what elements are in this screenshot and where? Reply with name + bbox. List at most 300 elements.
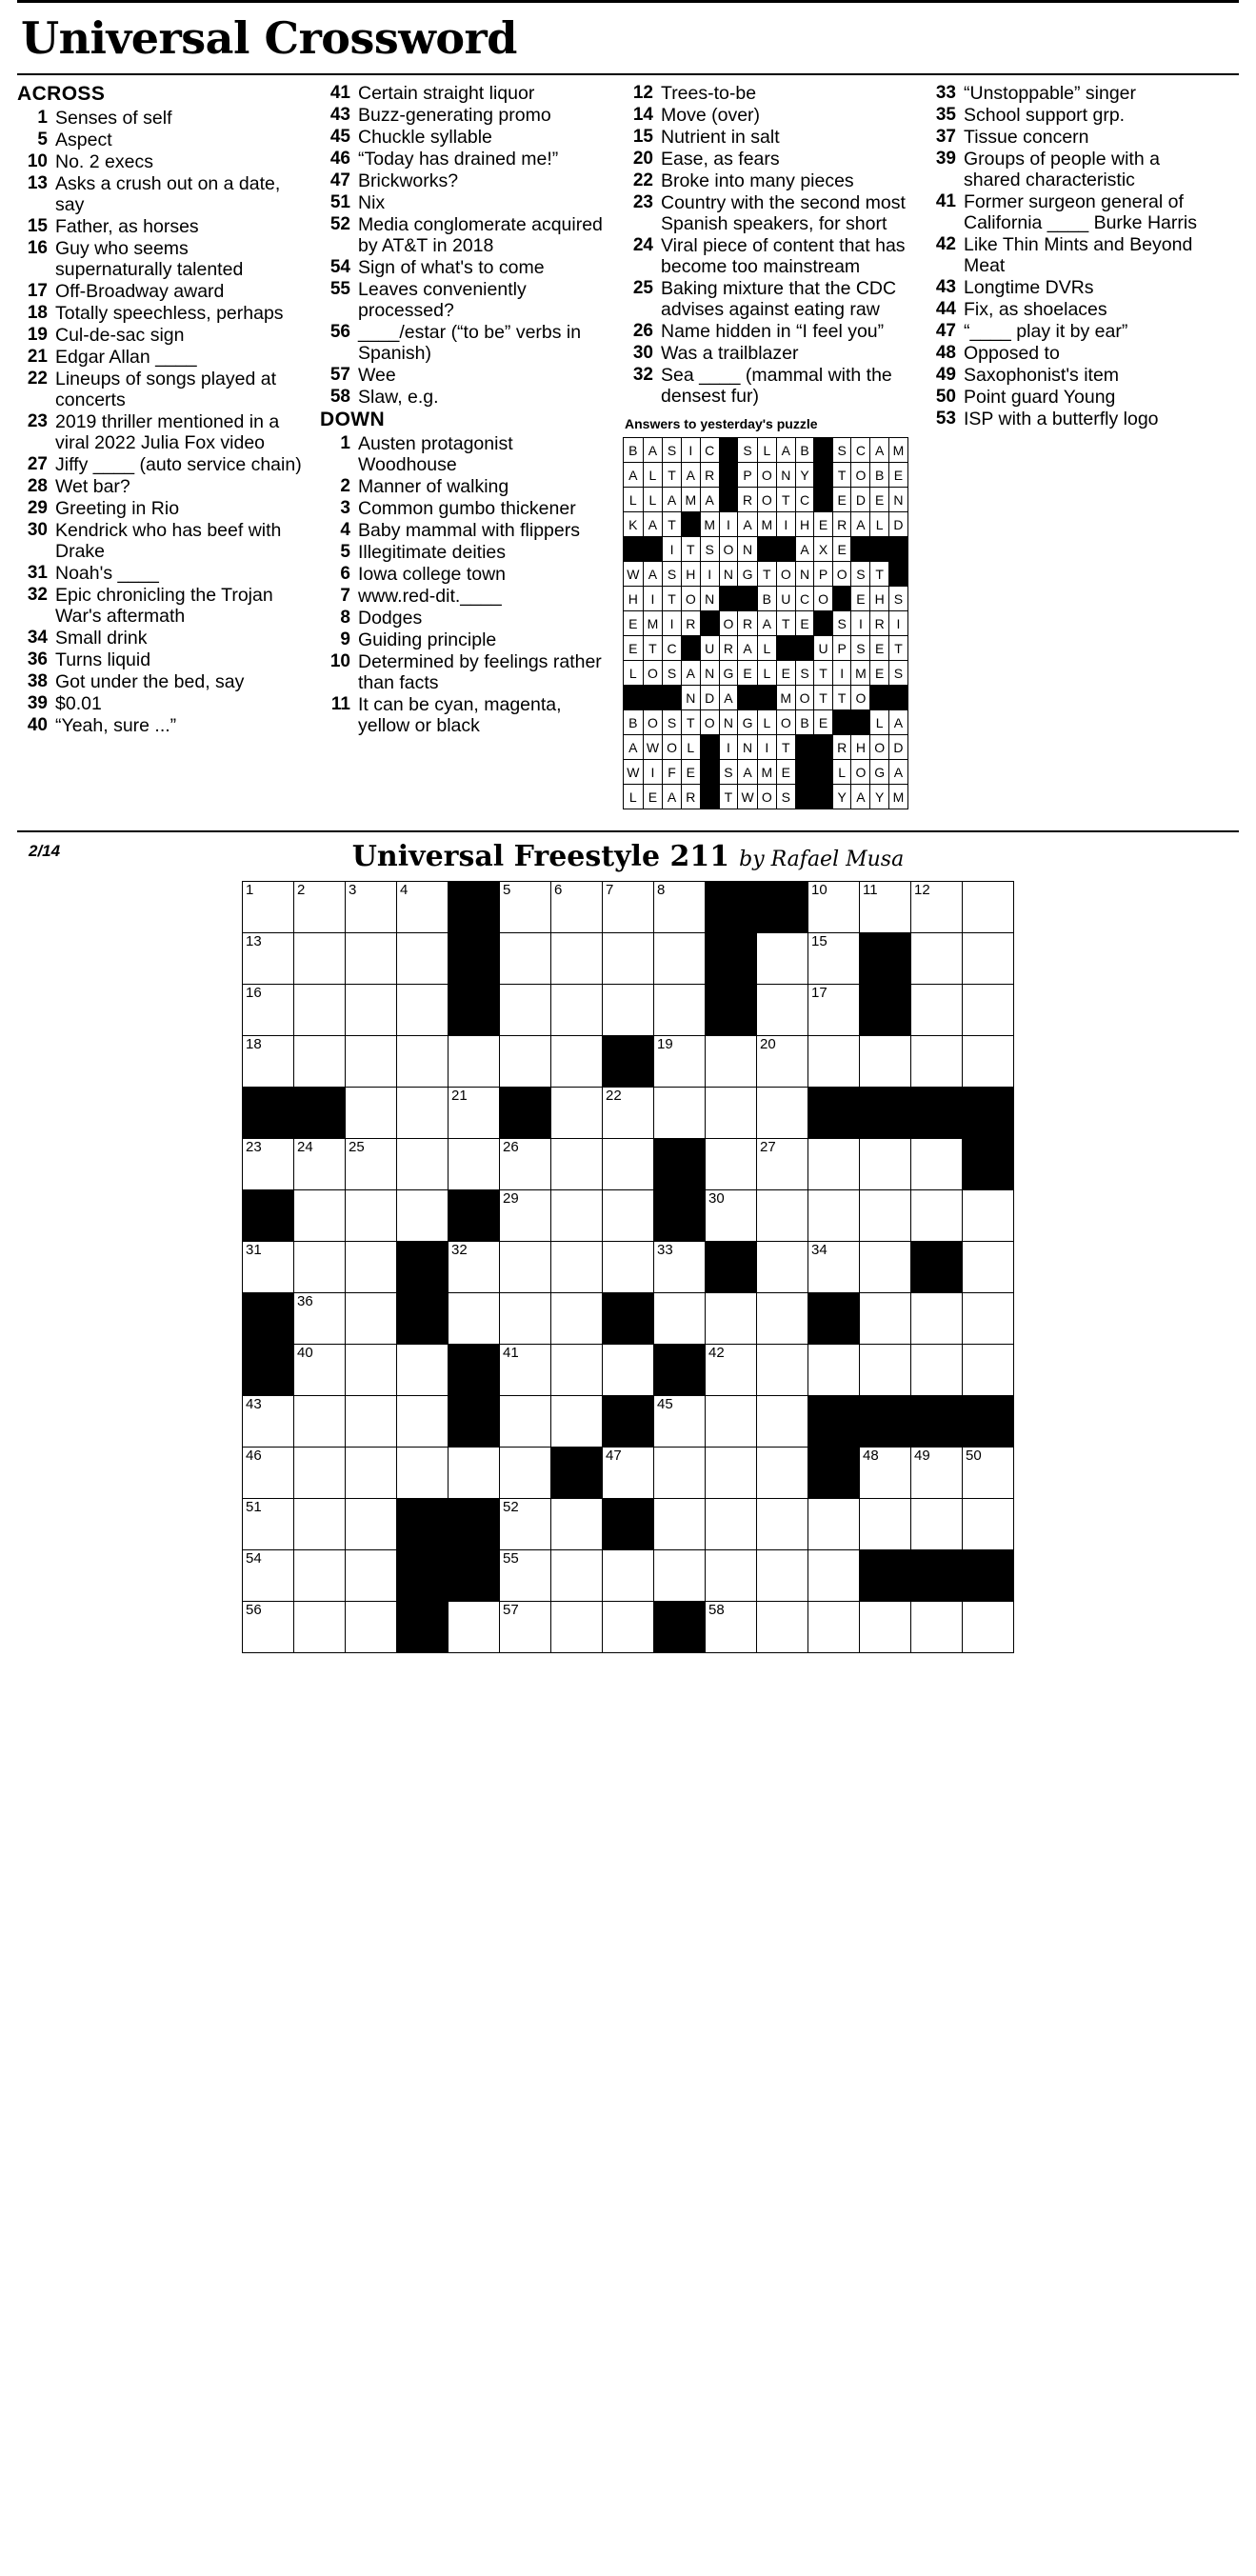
puzzle-cell[interactable]: [911, 1293, 963, 1345]
puzzle-cell[interactable]: [397, 933, 449, 985]
puzzle-cell[interactable]: [911, 985, 963, 1036]
puzzle-cell[interactable]: [551, 1293, 603, 1345]
puzzle-cell[interactable]: [551, 1550, 603, 1602]
clue-text: Sea ____ (mammal with the densest fur): [661, 365, 892, 407]
clue-item: [17, 649, 303, 670]
puzzle-cell[interactable]: [911, 1448, 963, 1499]
puzzle-cell[interactable]: [294, 1242, 346, 1293]
puzzle-cell[interactable]: [603, 1139, 654, 1190]
answer-row: [624, 710, 908, 735]
puzzle-cell[interactable]: [911, 1190, 963, 1242]
puzzle-cell[interactable]: [808, 933, 860, 985]
clue-text: Greeting in Rio: [55, 498, 180, 519]
puzzle-cell[interactable]: [346, 1036, 397, 1088]
puzzle-cell[interactable]: [346, 1550, 397, 1602]
answer-cell-block: [795, 785, 814, 809]
answer-cell-letter: P: [832, 636, 851, 661]
puzzle-grid[interactable]: [242, 881, 1014, 1653]
puzzle-cell[interactable]: [654, 1396, 706, 1448]
puzzle-cell[interactable]: [808, 1036, 860, 1088]
answer-cell-block: [870, 686, 889, 710]
puzzle-cell[interactable]: [706, 1293, 757, 1345]
puzzle-cell[interactable]: [397, 1139, 449, 1190]
puzzle-cell[interactable]: [808, 1550, 860, 1602]
puzzle-cell[interactable]: [346, 933, 397, 985]
answer-cell-letter: E: [870, 661, 889, 686]
answer-cell-letter: S: [832, 438, 851, 463]
puzzle-cell[interactable]: [706, 1550, 757, 1602]
puzzle-cell[interactable]: [243, 882, 294, 933]
answer-cell-letter: N: [681, 686, 700, 710]
puzzle-cell[interactable]: [603, 1242, 654, 1293]
puzzle-cell[interactable]: [860, 1036, 911, 1088]
puzzle-cell[interactable]: [757, 1088, 808, 1139]
puzzle-cell[interactable]: [449, 1602, 500, 1653]
puzzle-cell[interactable]: [500, 1448, 551, 1499]
puzzle-cell[interactable]: [757, 1139, 808, 1190]
answer-cell-letter: O: [851, 760, 870, 785]
puzzle-cell[interactable]: [500, 933, 551, 985]
puzzle-cell[interactable]: [654, 1242, 706, 1293]
puzzle-cell[interactable]: [911, 1345, 963, 1396]
puzzle-cell[interactable]: [757, 1499, 808, 1550]
clue-item: [320, 651, 606, 693]
answer-cell-letter: D: [888, 512, 907, 537]
answer-cell-letter: O: [643, 661, 663, 686]
puzzle-cell[interactable]: [294, 933, 346, 985]
clue-text: Nix: [358, 192, 386, 213]
puzzle-cell[interactable]: [551, 1088, 603, 1139]
clue-item: [926, 234, 1211, 276]
puzzle-cell[interactable]: [500, 1602, 551, 1653]
answer-cell-letter: R: [738, 611, 758, 636]
puzzle-cell[interactable]: [911, 1139, 963, 1190]
clue-number: 21: [27, 347, 48, 367]
puzzle-cell[interactable]: [346, 1396, 397, 1448]
clue-text: Country with the second most Spanish speakers, for short: [661, 192, 906, 234]
puzzle-cell[interactable]: [243, 1036, 294, 1088]
clue-number: 42: [935, 234, 956, 254]
puzzle-cell[interactable]: [397, 1396, 449, 1448]
answer-cell-letter: B: [757, 587, 776, 611]
puzzle-cell[interactable]: [654, 985, 706, 1036]
puzzle-cell[interactable]: [551, 1190, 603, 1242]
puzzle-cell[interactable]: [551, 882, 603, 933]
answer-row: [624, 636, 908, 661]
answer-cell-letter: T: [870, 562, 889, 587]
puzzle-cell[interactable]: [654, 1293, 706, 1345]
puzzle-cell[interactable]: [860, 1345, 911, 1396]
puzzle-cell[interactable]: [860, 1448, 911, 1499]
answer-cell-letter: R: [738, 488, 758, 512]
clue-item: [926, 343, 1211, 364]
answer-cell-block: [624, 537, 644, 562]
clue-number: 16: [27, 238, 48, 258]
puzzle-cell[interactable]: [294, 985, 346, 1036]
puzzle-cell[interactable]: [294, 1139, 346, 1190]
puzzle-cell[interactable]: [346, 1448, 397, 1499]
puzzle-cell[interactable]: [757, 1448, 808, 1499]
answer-cell-letter: T: [814, 661, 833, 686]
puzzle-cell-block: [243, 1088, 294, 1139]
puzzle-cell[interactable]: [808, 882, 860, 933]
puzzle-cell[interactable]: [757, 933, 808, 985]
clue-item: [17, 498, 303, 519]
clue-number: 24: [632, 235, 653, 255]
puzzle-cell[interactable]: [346, 1190, 397, 1242]
answer-cell-letter: E: [851, 587, 870, 611]
answer-cell-letter: E: [832, 537, 851, 562]
puzzle-cell[interactable]: [808, 985, 860, 1036]
puzzle-cell[interactable]: [654, 1448, 706, 1499]
puzzle-cell[interactable]: [243, 1396, 294, 1448]
puzzle-cell-number: 54: [246, 1550, 262, 1567]
answer-cell-letter: N: [795, 562, 814, 587]
puzzle-cell[interactable]: [449, 1088, 500, 1139]
puzzle-cell[interactable]: [706, 1036, 757, 1088]
puzzle-cell[interactable]: [551, 1242, 603, 1293]
puzzle-cell[interactable]: [706, 1139, 757, 1190]
answer-cell-block: [776, 636, 795, 661]
puzzle-cell-block: [860, 1088, 911, 1139]
clue-number: 30: [27, 520, 48, 540]
puzzle-cell[interactable]: [551, 985, 603, 1036]
clue-text: Longtime DVRs: [964, 277, 1094, 298]
puzzle-cell[interactable]: [294, 1293, 346, 1345]
puzzle-cell-number: 21: [451, 1088, 468, 1104]
puzzle-cell[interactable]: [860, 1190, 911, 1242]
clue-item: [623, 192, 908, 234]
puzzle-cell[interactable]: [500, 985, 551, 1036]
puzzle-cell[interactable]: [911, 1602, 963, 1653]
puzzle-cell[interactable]: [243, 985, 294, 1036]
puzzle-cell[interactable]: [963, 985, 1014, 1036]
puzzle-cell-block: [963, 1550, 1014, 1602]
clue-text: Ease, as fears: [661, 149, 780, 170]
puzzle-cell[interactable]: [243, 1242, 294, 1293]
puzzle-cell[interactable]: [654, 882, 706, 933]
puzzle-cell[interactable]: [500, 1345, 551, 1396]
puzzle-cell[interactable]: [603, 882, 654, 933]
puzzle-cell-number: 49: [914, 1448, 930, 1464]
puzzle-cell[interactable]: [500, 1190, 551, 1242]
puzzle-cell[interactable]: [397, 1448, 449, 1499]
puzzle-cell[interactable]: [757, 1293, 808, 1345]
puzzle-cell[interactable]: [500, 882, 551, 933]
puzzle-cell[interactable]: [397, 1345, 449, 1396]
answer-cell-letter: E: [832, 488, 851, 512]
clue-text: Guy who seems supernaturally talented: [55, 238, 244, 280]
answer-cell-letter: D: [700, 686, 719, 710]
puzzle-cell[interactable]: [500, 1036, 551, 1088]
clue-item: [926, 277, 1211, 298]
answer-cell-letter: B: [624, 438, 644, 463]
answer-cell-letter: L: [870, 512, 889, 537]
puzzle-cell[interactable]: [397, 882, 449, 933]
puzzle-cell[interactable]: [706, 1602, 757, 1653]
puzzle-cell[interactable]: [397, 1088, 449, 1139]
puzzle-cell[interactable]: [500, 1499, 551, 1550]
puzzle-cell[interactable]: [757, 985, 808, 1036]
puzzle-cell[interactable]: [706, 1499, 757, 1550]
clue-text: “____ play it by ear”: [964, 321, 1128, 342]
puzzle-cell[interactable]: [654, 1499, 706, 1550]
answer-cell-letter: A: [643, 438, 663, 463]
puzzle-cell[interactable]: [963, 1602, 1014, 1653]
puzzle-cell[interactable]: [860, 1499, 911, 1550]
clue-text: Move (over): [661, 105, 761, 126]
clue-text: “Unstoppable” singer: [964, 83, 1137, 104]
puzzle-cell[interactable]: [963, 933, 1014, 985]
puzzle-cell[interactable]: [603, 985, 654, 1036]
puzzle-cell[interactable]: [963, 882, 1014, 933]
answer-cell-letter: H: [851, 735, 870, 760]
across-clue-list-part2: [320, 83, 606, 408]
puzzle-cell[interactable]: [757, 1036, 808, 1088]
answer-cell-letter: U: [700, 636, 719, 661]
puzzle-cell[interactable]: [551, 1036, 603, 1088]
answer-cell-letter: B: [624, 710, 644, 735]
clue-item: [926, 149, 1211, 190]
puzzle-cell[interactable]: [500, 1293, 551, 1345]
puzzle-cell-block: [397, 1602, 449, 1653]
puzzle-cell[interactable]: [860, 882, 911, 933]
puzzle-cell[interactable]: [963, 1242, 1014, 1293]
puzzle-cell[interactable]: [346, 1602, 397, 1653]
puzzle-cell[interactable]: [911, 1499, 963, 1550]
puzzle-cell[interactable]: [397, 1190, 449, 1242]
answer-cell-letter: A: [738, 636, 758, 661]
puzzle-cell[interactable]: [551, 1396, 603, 1448]
puzzle-cell[interactable]: [963, 1036, 1014, 1088]
clue-number: 47: [329, 170, 350, 190]
puzzle-cell[interactable]: [963, 1499, 1014, 1550]
clue-item: [17, 563, 303, 584]
answer-cell-letter: N: [719, 562, 738, 587]
puzzle-cell[interactable]: [808, 1190, 860, 1242]
puzzle-cell[interactable]: [243, 1550, 294, 1602]
puzzle-cell[interactable]: [963, 1293, 1014, 1345]
puzzle-cell[interactable]: [243, 1602, 294, 1653]
clue-text: Aspect: [55, 130, 112, 150]
puzzle-cell[interactable]: [551, 1345, 603, 1396]
answer-cell-letter: T: [681, 537, 700, 562]
puzzle-cell[interactable]: [808, 1602, 860, 1653]
puzzle-cell-number: 5: [503, 882, 511, 898]
answer-cell-block: [814, 488, 833, 512]
puzzle-cell[interactable]: [397, 1036, 449, 1088]
puzzle-cell[interactable]: [706, 1396, 757, 1448]
puzzle-cell[interactable]: [963, 1448, 1014, 1499]
clue-number: 32: [632, 365, 653, 385]
puzzle-cell[interactable]: [449, 1448, 500, 1499]
answer-cell-letter: E: [681, 760, 700, 785]
clue-number: 22: [632, 170, 653, 190]
answer-cell-letter: W: [738, 785, 758, 809]
answer-cell-block: [814, 611, 833, 636]
puzzle-cell[interactable]: [911, 933, 963, 985]
puzzle-cell[interactable]: [654, 1550, 706, 1602]
puzzle-row: [243, 1190, 1014, 1242]
puzzle-cell[interactable]: [294, 1448, 346, 1499]
clue-item: [17, 585, 303, 627]
clue-number: 34: [27, 628, 48, 648]
puzzle-cell[interactable]: [860, 1242, 911, 1293]
puzzle-cell-number: 24: [297, 1139, 313, 1155]
puzzle-cell[interactable]: [603, 1190, 654, 1242]
puzzle-cell-number: 23: [246, 1139, 262, 1155]
answer-cell-block: [643, 537, 663, 562]
clue-text: Fix, as shoelaces: [964, 299, 1107, 320]
puzzle-cell[interactable]: [706, 1190, 757, 1242]
clue-item: [17, 671, 303, 692]
puzzle-cell[interactable]: [757, 1345, 808, 1396]
puzzle-cell[interactable]: [294, 1345, 346, 1396]
puzzle-cell[interactable]: [808, 1345, 860, 1396]
puzzle-cell[interactable]: [551, 933, 603, 985]
answer-cell-letter: S: [738, 438, 758, 463]
puzzle-cell[interactable]: [346, 1139, 397, 1190]
puzzle-cell-block: [603, 1036, 654, 1088]
clue-item: [320, 149, 606, 170]
answer-cell-letter: E: [870, 636, 889, 661]
puzzle-cell[interactable]: [860, 1293, 911, 1345]
puzzle-cell[interactable]: [603, 933, 654, 985]
clue-number: 6: [340, 564, 350, 584]
puzzle-cell[interactable]: [654, 1036, 706, 1088]
puzzle-cell[interactable]: [911, 1036, 963, 1088]
puzzle-cell[interactable]: [603, 1550, 654, 1602]
clue-number: 3: [340, 498, 350, 518]
puzzle-cell[interactable]: [500, 1396, 551, 1448]
puzzle-cell[interactable]: [603, 1345, 654, 1396]
puzzle-cell-number: 17: [811, 985, 827, 1001]
puzzle-cell-block: [808, 1448, 860, 1499]
answer-cell-letter: L: [870, 710, 889, 735]
puzzle-row: [243, 1602, 1014, 1653]
clue-text: Brickworks?: [358, 170, 459, 191]
puzzle-cell[interactable]: [654, 933, 706, 985]
answer-cell-letter: E: [776, 661, 795, 686]
puzzle-cell[interactable]: [500, 1139, 551, 1190]
puzzle-cell[interactable]: [346, 1499, 397, 1550]
puzzle-cell[interactable]: [500, 1550, 551, 1602]
clue-number: 45: [329, 127, 350, 147]
puzzle-title: Universal Freestyle 211: [351, 840, 730, 873]
puzzle-cell[interactable]: [963, 1345, 1014, 1396]
puzzle-cell[interactable]: [294, 1190, 346, 1242]
puzzle-cell-number: 50: [966, 1448, 982, 1464]
puzzle-cell[interactable]: [551, 1499, 603, 1550]
answer-cell-block: [814, 463, 833, 488]
answer-cell-letter: I: [757, 735, 776, 760]
puzzle-row: [243, 1550, 1014, 1602]
puzzle-cell[interactable]: [243, 1448, 294, 1499]
puzzle-cell[interactable]: [706, 1448, 757, 1499]
clue-item: [17, 216, 303, 237]
clue-text: Trees-to-be: [661, 83, 757, 104]
puzzle-cell[interactable]: [808, 1242, 860, 1293]
puzzle-cell[interactable]: [706, 1345, 757, 1396]
puzzle-cell[interactable]: [449, 1036, 500, 1088]
clue-number: 48: [935, 343, 956, 363]
puzzle-cell[interactable]: [808, 1499, 860, 1550]
puzzle-row: [243, 1345, 1014, 1396]
puzzle-cell[interactable]: [243, 1139, 294, 1190]
answer-cell-letter: R: [681, 611, 700, 636]
puzzle-cell[interactable]: [397, 985, 449, 1036]
puzzle-cell[interactable]: [603, 1088, 654, 1139]
clue-number: 25: [632, 278, 653, 298]
puzzle-cell[interactable]: [346, 1293, 397, 1345]
answer-cell-letter: L: [757, 661, 776, 686]
puzzle-cell[interactable]: [449, 1293, 500, 1345]
answer-cell-letter: B: [870, 463, 889, 488]
puzzle-cell-block: [860, 933, 911, 985]
clue-text: Opposed to: [964, 343, 1060, 364]
puzzle-cell[interactable]: [346, 985, 397, 1036]
puzzle-cell[interactable]: [500, 1242, 551, 1293]
puzzle-cell[interactable]: [911, 882, 963, 933]
puzzle-cell-block: [449, 1396, 500, 1448]
answer-cell-letter: M: [757, 760, 776, 785]
clue-text: It can be cyan, magenta, yellow or black: [358, 694, 562, 736]
puzzle-cell[interactable]: [294, 1396, 346, 1448]
puzzle-cell[interactable]: [294, 882, 346, 933]
puzzle-cell-number: 36: [297, 1293, 313, 1309]
puzzle-cell[interactable]: [603, 1602, 654, 1653]
puzzle-cell[interactable]: [449, 1139, 500, 1190]
puzzle-cell[interactable]: [294, 1602, 346, 1653]
down-heading: DOWN: [320, 409, 386, 430]
puzzle-cell[interactable]: [706, 1088, 757, 1139]
puzzle-cell[interactable]: [860, 1139, 911, 1190]
puzzle-cell[interactable]: [243, 1499, 294, 1550]
puzzle-cell[interactable]: [294, 1036, 346, 1088]
puzzle-cell-block: [706, 985, 757, 1036]
puzzle-cell[interactable]: [346, 882, 397, 933]
puzzle-cell-block: [654, 1139, 706, 1190]
puzzle-cell[interactable]: [449, 1242, 500, 1293]
puzzle-header: [17, 840, 1239, 873]
puzzle-cell[interactable]: [757, 1550, 808, 1602]
puzzle-cell[interactable]: [808, 1139, 860, 1190]
puzzle-cell[interactable]: [346, 1242, 397, 1293]
puzzle-cell[interactable]: [963, 1190, 1014, 1242]
puzzle-cell[interactable]: [551, 1602, 603, 1653]
clue-item: [17, 108, 303, 129]
puzzle-cell[interactable]: [757, 1396, 808, 1448]
clue-text: Jiffy ____ (auto service chain): [55, 454, 302, 475]
puzzle-cell-number: 1: [246, 882, 254, 898]
clue-number: 10: [27, 151, 48, 171]
puzzle-cell[interactable]: [294, 1550, 346, 1602]
puzzle-cell[interactable]: [346, 1345, 397, 1396]
answer-cell-letter: H: [681, 562, 700, 587]
puzzle-cell[interactable]: [603, 1448, 654, 1499]
puzzle-cell[interactable]: [654, 1088, 706, 1139]
puzzle-cell[interactable]: [757, 1602, 808, 1653]
puzzle-cell[interactable]: [860, 1602, 911, 1653]
puzzle-cell[interactable]: [346, 1088, 397, 1139]
puzzle-cell[interactable]: [757, 1242, 808, 1293]
puzzle-cell[interactable]: [551, 1139, 603, 1190]
clue-number: 4: [340, 520, 350, 540]
puzzle-cell-number: 56: [246, 1602, 262, 1618]
puzzle-cell[interactable]: [243, 933, 294, 985]
puzzle-cell[interactable]: [294, 1499, 346, 1550]
puzzle-cell[interactable]: [757, 1190, 808, 1242]
